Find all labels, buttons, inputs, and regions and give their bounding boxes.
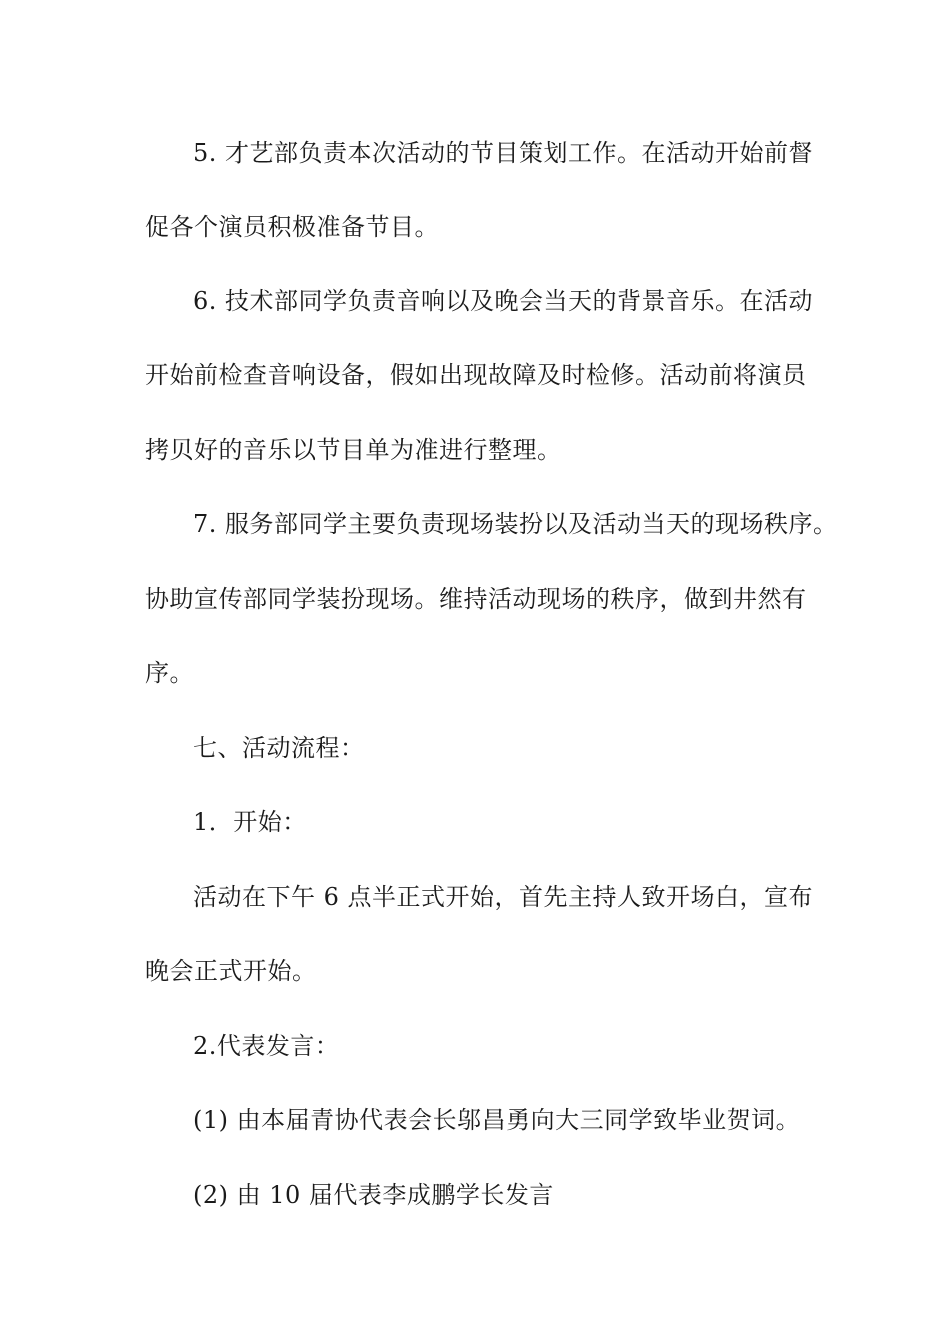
paragraph-line: 开始前检查音响设备，假如出现故障及时检修。活动前将演员: [145, 361, 807, 389]
paragraph-line: 晚会正式开始。: [145, 957, 317, 985]
paragraph-line: 7. 服务部同学主要负责现场装扮以及活动当天的现场秩序。: [193, 510, 838, 538]
paragraph-line: 拷贝好的音乐以节目单为准进行整理。: [145, 436, 562, 464]
paragraph-line: 序。: [145, 659, 194, 687]
paragraph-line: 6. 技术部同学负责音响以及晚会当天的背景音乐。在活动: [193, 287, 814, 315]
paragraph-line: 5. 才艺部负责本次活动的节目策划工作。在活动开始前督: [193, 139, 814, 167]
paragraph-line: 促各个演员积极准备节目。: [145, 213, 439, 241]
paragraph-line: 活动在下午 6 点半正式开始，首先主持人致开场白，宣布: [193, 883, 814, 911]
list-item: (1) 由本届青协代表会长邬昌勇向大三同学致毕业贺词。: [193, 1106, 801, 1134]
paragraph-line: 协助宣传部同学装扮现场。维持活动现场的秩序，做到井然有: [145, 585, 807, 613]
subsection-heading: 1．开始：: [193, 808, 307, 836]
subsection-heading: 2.代表发言：: [193, 1032, 340, 1060]
list-item: (2) 由 10 届代表李成鹏学长发言: [193, 1181, 554, 1209]
section-heading: 七、活动流程：: [193, 734, 365, 762]
